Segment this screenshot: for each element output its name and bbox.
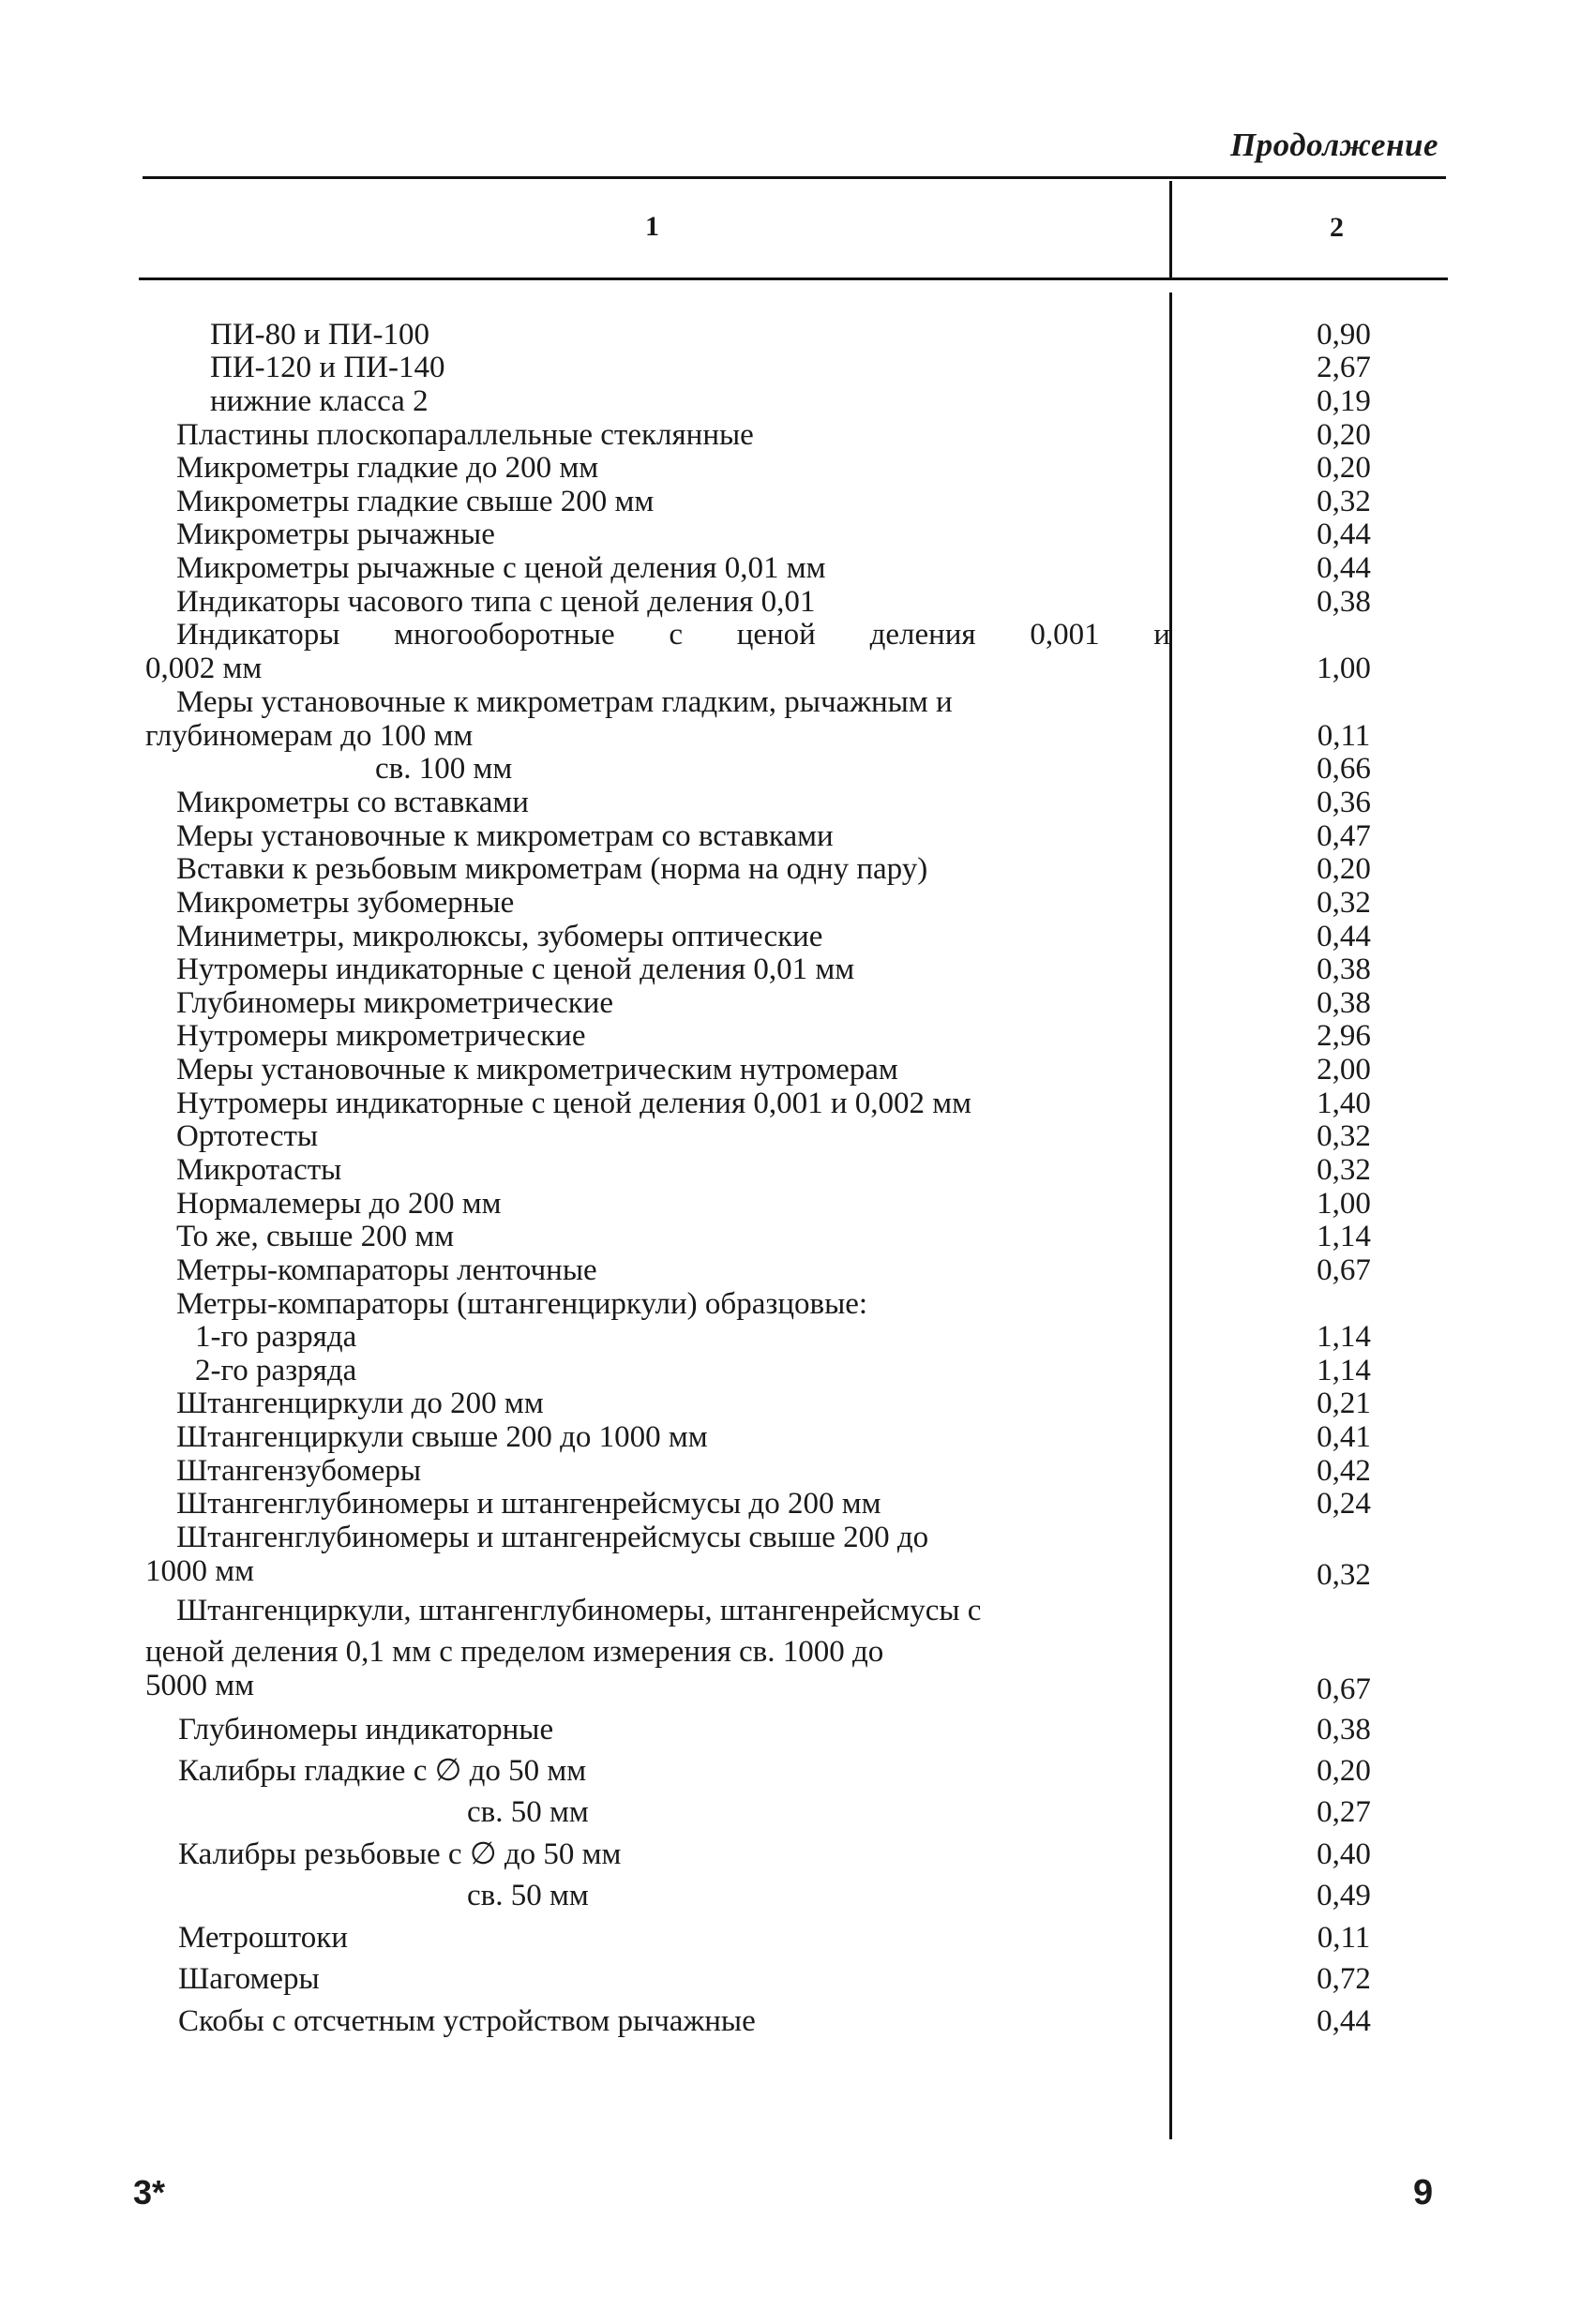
row-label: Микрометры рычажные	[176, 517, 495, 551]
row-value: 0,67	[1317, 1672, 1371, 1706]
row-value: 0,20	[1317, 852, 1371, 886]
row-label: То же, свыше 200 мм	[176, 1220, 455, 1253]
continuation-label: Продолжение	[1229, 127, 1438, 163]
row-label: Вставки к резьбовым микрометрам (норма на одну пару)	[176, 852, 928, 886]
row-label: Меры установочные к микрометрам со вставками	[176, 819, 834, 853]
row-value: 2,96	[1317, 1019, 1371, 1053]
row-label: Калибры резьбовые с ∅ до 50 мм	[178, 1837, 622, 1871]
row-value: 0,20	[1317, 451, 1371, 485]
row-value: 1,00	[1317, 652, 1371, 685]
row-label: Индикаторы многооборотные с ценой деления 0,001 и	[176, 618, 1170, 652]
row-value: 0,38	[1317, 986, 1371, 1020]
row-label: Микрометры гладкие до 200 мм	[176, 451, 599, 485]
row-value: 0,32	[1317, 1153, 1371, 1187]
row-label: Штангенциркули, штангенглубиномеры, штангенрейсмусы с	[176, 1594, 982, 1627]
column-1-header: 1	[645, 211, 659, 242]
row-value: 2,00	[1317, 1053, 1371, 1087]
column-2-header: 2	[1330, 212, 1344, 243]
row-value: 0,24	[1317, 1487, 1371, 1521]
row-label: 1-го разряда	[195, 1320, 357, 1354]
row-label: Метроштоки	[178, 1921, 348, 1955]
row-value: 1,40	[1317, 1087, 1371, 1120]
row-label: Штангенглубиномеры и штангенрейсмусы до 200 мм	[176, 1487, 881, 1521]
row-label: Ортотесты	[176, 1119, 319, 1153]
row-label: ПИ-120 и ПИ-140	[210, 351, 445, 384]
row-value: 0,20	[1317, 1754, 1371, 1788]
row-value: 1,14	[1317, 1354, 1371, 1387]
row-value: 0,32	[1317, 1119, 1371, 1153]
row-label: Нормалемеры до 200 мм	[176, 1187, 502, 1221]
row-value: 0,11	[1317, 1921, 1371, 1955]
row-label: св. 50 мм	[467, 1879, 589, 1912]
row-label: Микрометры со вставками	[176, 786, 529, 819]
row-value: 2,67	[1317, 351, 1371, 384]
row-label: Штангенциркули до 200 мм	[176, 1387, 544, 1420]
row-label: Меры установочные к микрометрам гладким, рычажным и	[176, 685, 953, 719]
row-value: 0,19	[1317, 384, 1371, 418]
row-label: св. 100 мм	[375, 752, 513, 786]
row-value: 0,38	[1317, 952, 1371, 986]
row-value: 0,40	[1317, 1837, 1371, 1871]
row-value: 0,90	[1317, 318, 1371, 352]
row-label: Индикаторы часового типа с ценой деления 0,01	[176, 585, 816, 619]
row-label: Микрометры гладкие свыше 200 мм	[176, 485, 655, 518]
row-label: Глубиномеры индикаторные	[178, 1713, 554, 1747]
row-value: 0,44	[1317, 551, 1371, 585]
row-label: Скобы с отсчетным устройством рычажные	[178, 2004, 756, 2038]
row-label: св. 50 мм	[467, 1795, 589, 1829]
row-label-continuation: 1000 мм	[145, 1554, 255, 1588]
row-value: 0,27	[1317, 1795, 1371, 1829]
row-value: 0,32	[1317, 485, 1371, 518]
row-label: Микрометры рычажные с ценой деления 0,01 мм	[176, 551, 826, 585]
row-label: Микротасты	[176, 1153, 342, 1187]
row-value: 1,14	[1317, 1220, 1371, 1253]
row-value: 0,38	[1317, 585, 1371, 619]
row-value: 0,20	[1317, 418, 1371, 452]
row-value: 1,00	[1317, 1187, 1371, 1221]
row-value: 0,32	[1317, 886, 1371, 920]
row-label: Метры-компараторы ленточные	[176, 1253, 597, 1287]
row-label: Метры-компараторы (штангенциркули) образцовые:	[176, 1287, 868, 1321]
row-value: 0,36	[1317, 786, 1371, 819]
row-value: 0,11	[1317, 719, 1371, 753]
row-value: 0,42	[1317, 1454, 1371, 1488]
row-value: 0,44	[1317, 2004, 1371, 2038]
row-label: нижние класса 2	[210, 384, 429, 418]
row-label: Пластины плоскопараллельные стеклянные	[176, 418, 754, 452]
row-value: 0,21	[1317, 1387, 1371, 1420]
row-value: 0,72	[1317, 1962, 1371, 1996]
row-label: Миниметры, микролюксы, зубомеры оптические	[176, 920, 823, 953]
row-label: Калибры гладкие с ∅ до 50 мм	[178, 1754, 587, 1788]
printer-signature: 3*	[133, 2173, 166, 2212]
row-label-continuation: 0,002 мм	[145, 652, 263, 685]
row-label-continuation: 5000 мм	[145, 1669, 255, 1702]
row-label: Нутромеры индикаторные с ценой деления 0,001 и 0,002 мм	[176, 1087, 972, 1120]
row-label: Нутромеры микрометрические	[176, 1019, 586, 1053]
row-value: 0,44	[1317, 920, 1371, 953]
row-value: 0,44	[1317, 517, 1371, 551]
row-value: 0,41	[1317, 1420, 1371, 1454]
row-label: Штангенциркули свыше 200 до 1000 мм	[176, 1420, 708, 1454]
row-value: 0,49	[1317, 1879, 1371, 1912]
row-label: Штангензубомеры	[176, 1454, 422, 1488]
row-label: Шагомеры	[178, 1962, 320, 1996]
row-label: Меры установочные к микрометрическим нутромерам	[176, 1053, 898, 1087]
row-label: 2-го разряда	[195, 1354, 357, 1387]
page-number: 9	[1413, 2173, 1434, 2212]
row-value: 0,67	[1317, 1253, 1371, 1287]
row-value: 1,14	[1317, 1320, 1371, 1354]
row-label: Нутромеры индикаторные с ценой деления 0,01 мм	[176, 952, 855, 986]
row-value: 0,32	[1317, 1558, 1371, 1592]
row-label-continuation: глубиномерам до 100 мм	[145, 719, 474, 753]
row-label: Штангенглубиномеры и штангенрейсмусы свыше 200 до	[176, 1521, 929, 1554]
row-label-continuation: ценой деления 0,1 мм с пределом измерения св. 1000 до	[145, 1635, 884, 1669]
row-value: 0,38	[1317, 1713, 1371, 1747]
row-label: Микрометры зубомерные	[176, 886, 515, 920]
row-label: ПИ-80 и ПИ-100	[210, 318, 429, 352]
row-value: 0,66	[1317, 752, 1371, 786]
row-value: 0,47	[1317, 819, 1371, 853]
row-label: Глубиномеры микрометрические	[176, 986, 614, 1020]
